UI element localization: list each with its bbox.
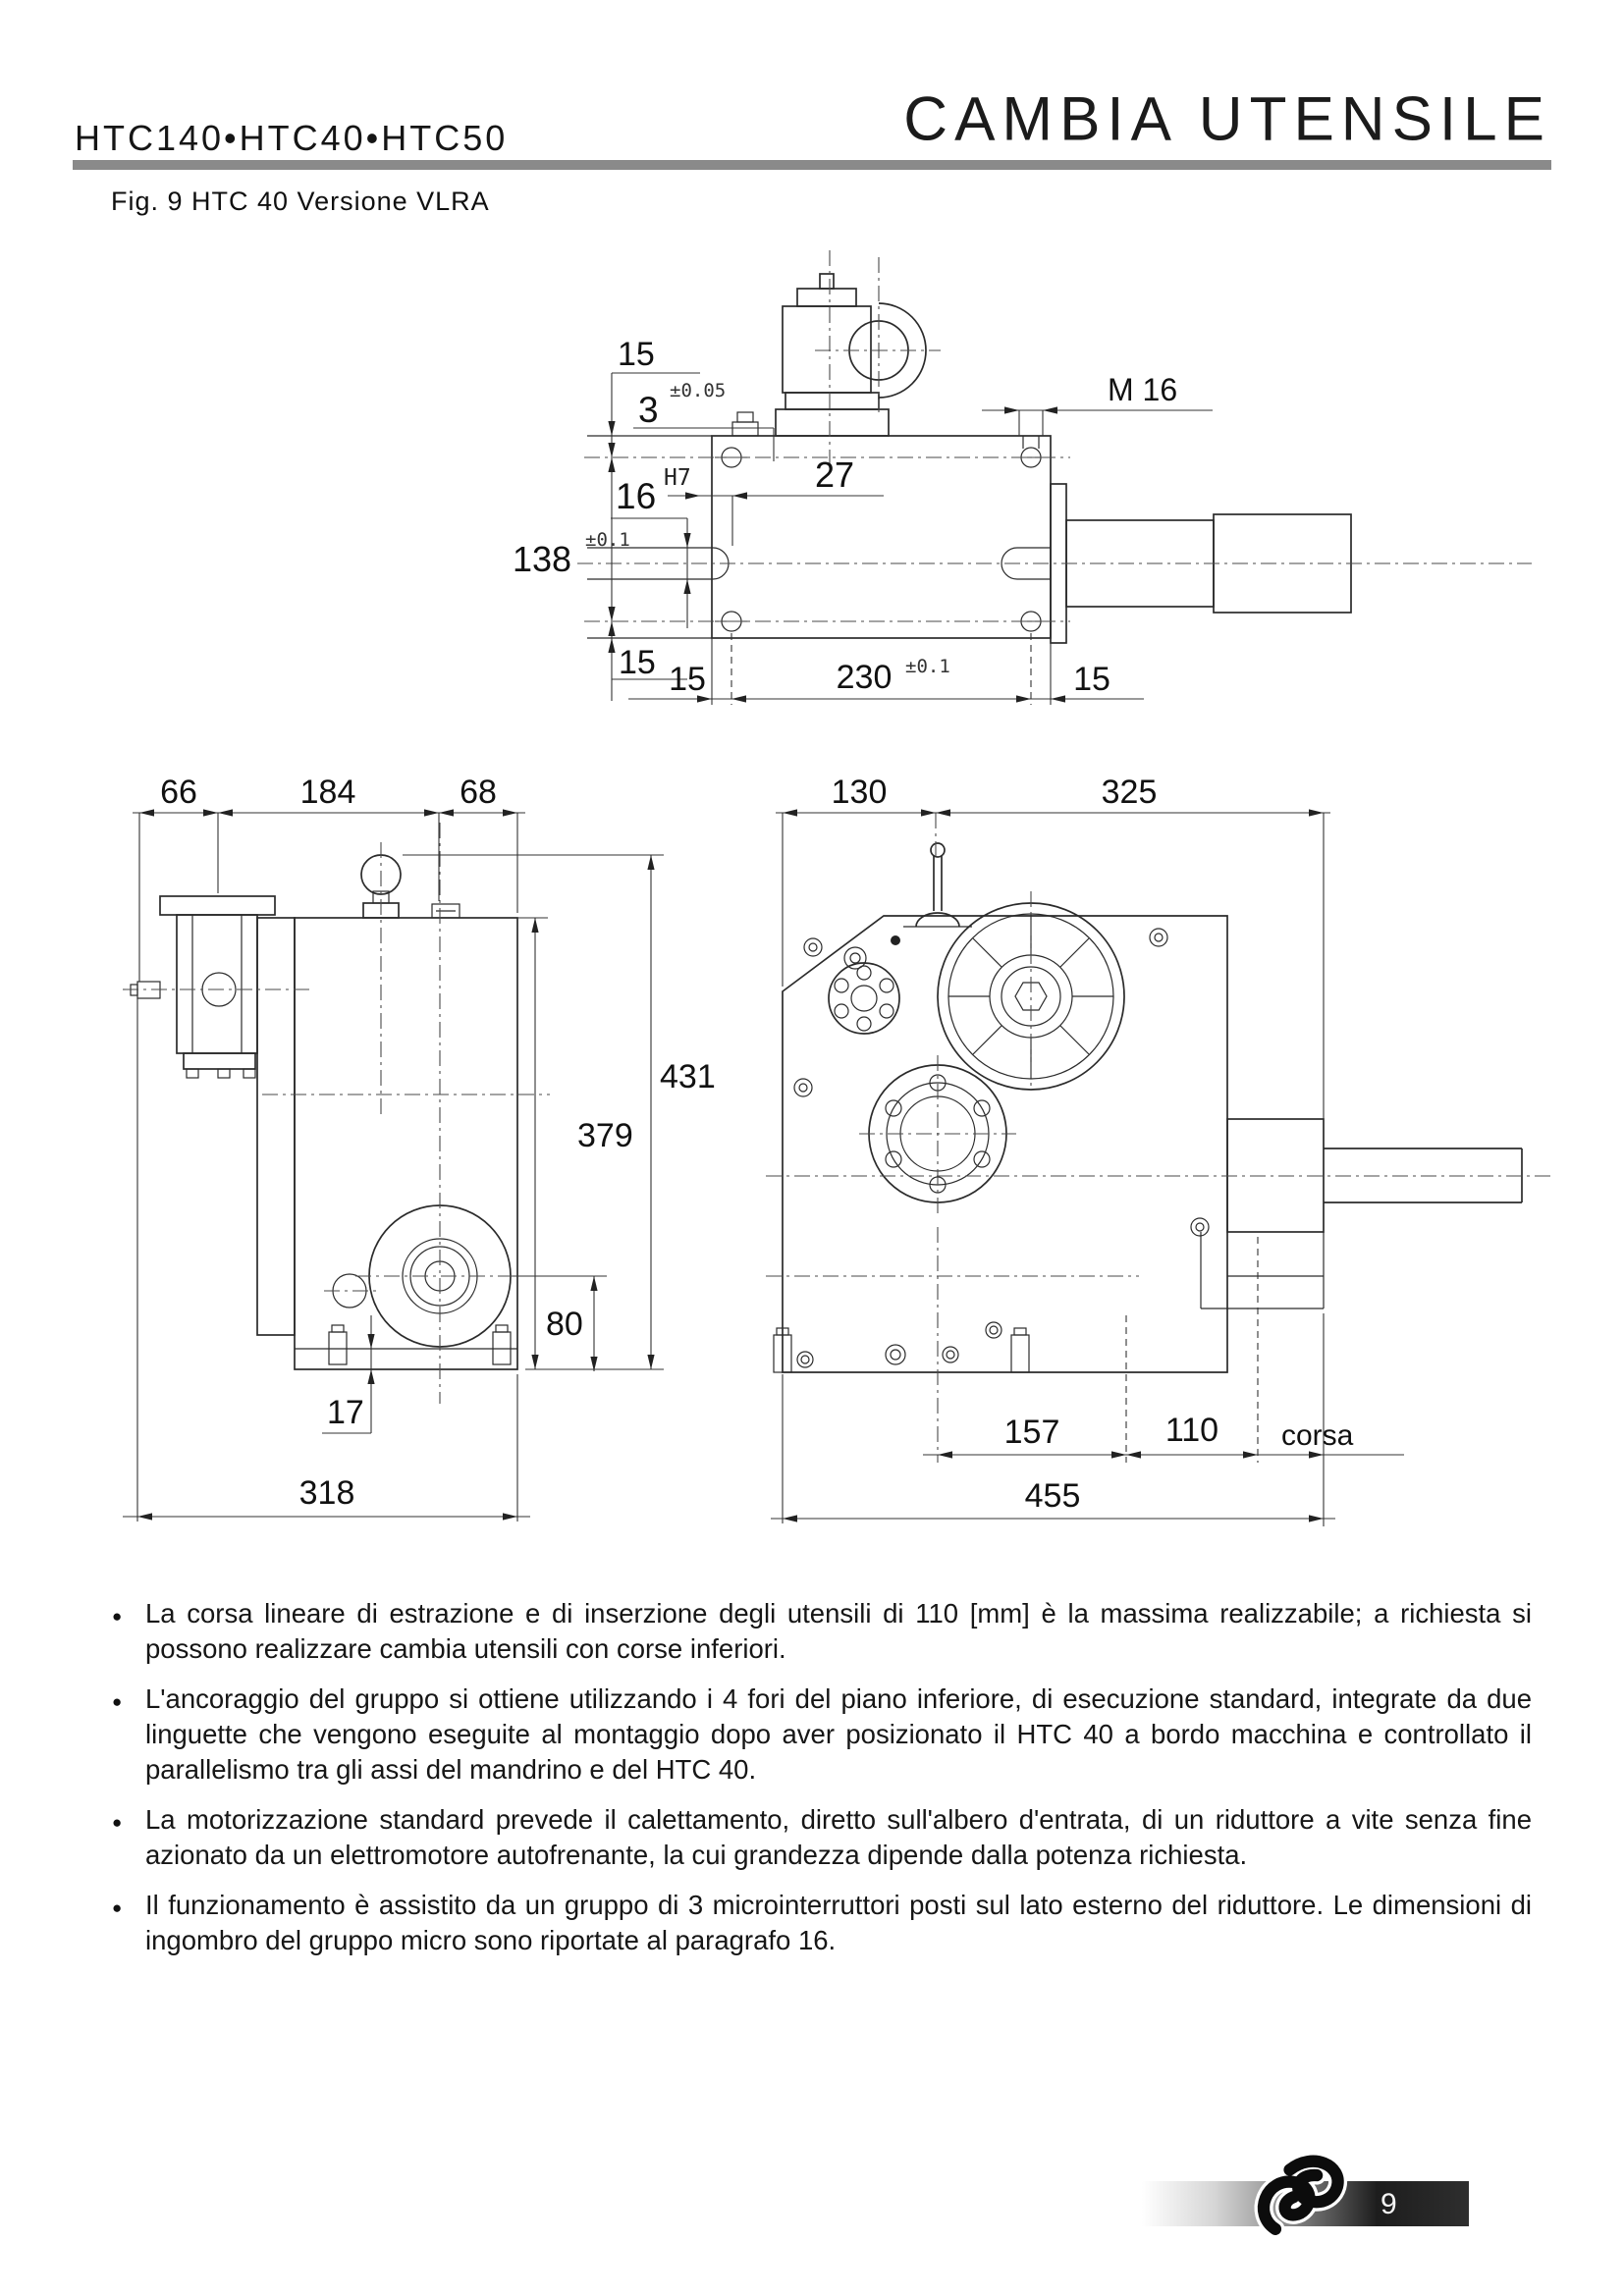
dim-label-68: 68 (460, 774, 497, 811)
dim-label-110: 110 (1164, 1412, 1219, 1449)
dim-label-66: 66 (160, 774, 197, 811)
dim-label-157: 157 (1003, 1414, 1060, 1451)
header-models: HTC140•HTC40•HTC50 (75, 118, 509, 158)
note-item-stroke: ● La corsa lineare di estrazione e di inserzione degli utensili di 110 [mm] è la massima realizzabile; a richiesta si possono realizzare cambia utensili con corse inferiori. (110, 1596, 1532, 1667)
dim-tol-01b: ±0.1 (905, 656, 950, 677)
dim-tol-005: ±0.05 (670, 380, 727, 401)
brand-knot-logo (1245, 2152, 1355, 2242)
dim-label-corsa: corsa (1281, 1419, 1354, 1452)
dim-label-top-15: 15 (618, 336, 655, 373)
dim-label-left-15: 15 (619, 644, 656, 681)
mounting-holes (715, 448, 1048, 631)
dim-label-130: 130 (831, 774, 888, 811)
input-flange (829, 963, 899, 1034)
dim-label-16: 16 (616, 476, 657, 516)
dim-label-379: 379 (577, 1117, 633, 1154)
dim-label-455: 455 (1024, 1477, 1081, 1515)
dim-label-m16: M 16 (1108, 372, 1178, 407)
page-title: CAMBIA UTENSILE (903, 84, 1551, 154)
dim-label-325: 325 (1101, 774, 1158, 811)
dim-label-b15l: 15 (669, 661, 706, 698)
dim-label-431: 431 (660, 1058, 716, 1095)
note-item-motorization: ● La motorizzazione standard prevede il calettamento, diretto sull'albero d'entrata, di un riduttore a vite senza fine azionato da un elettromotore autofrenante, la cui grandezza dipende dalla potenza richiesta. (110, 1802, 1532, 1873)
left-view-drawing (123, 774, 716, 1522)
dim-label-b15r: 15 (1073, 661, 1110, 698)
dim-fit-h7: H7 (664, 465, 691, 491)
dim-label-230: 230 (836, 659, 893, 696)
right-view-drawing (766, 774, 1551, 1526)
technical-drawing (59, 226, 1571, 1551)
dim-label-318: 318 (298, 1474, 355, 1512)
header-rule (73, 160, 1551, 170)
top-view-drawing (513, 250, 1532, 705)
dim-label-184: 184 (299, 774, 356, 811)
lever-pin (903, 843, 972, 927)
plate-bolts (774, 929, 1209, 1372)
dim-label-27: 27 (815, 454, 855, 495)
note-item-microswitches: ● Il funzionamento è assistito da un gruppo di 3 microinterruttori posti sul lato esterno del riduttore. Le dimensioni di ingombro del gruppo micro sono riportate al paragrafo 16. (110, 1888, 1532, 1958)
dim-label-80: 80 (546, 1306, 583, 1343)
dim-label-3: 3 (638, 390, 659, 430)
dim-tol-01a: ±0.1 (585, 529, 630, 551)
dim-label-17: 17 (327, 1394, 364, 1431)
notes-list (110, 1596, 1532, 1973)
figure-caption: Fig. 9 HTC 40 Versione VLRA (111, 187, 490, 216)
page-number: 9 (1380, 2188, 1397, 2220)
dim-label-138: 138 (513, 539, 572, 579)
note-item-anchoring: ● L'ancoraggio del gruppo si ottiene utilizzando i 4 fori del piano inferiore, di esecuzione standard, integrate da due linguette che vengono eseguite al montaggio dopo aver posizionato il HTC 40 a bordo macchina e controllato il parallelismo tra gli assi del mandrino e del HTC 40. (110, 1682, 1532, 1788)
